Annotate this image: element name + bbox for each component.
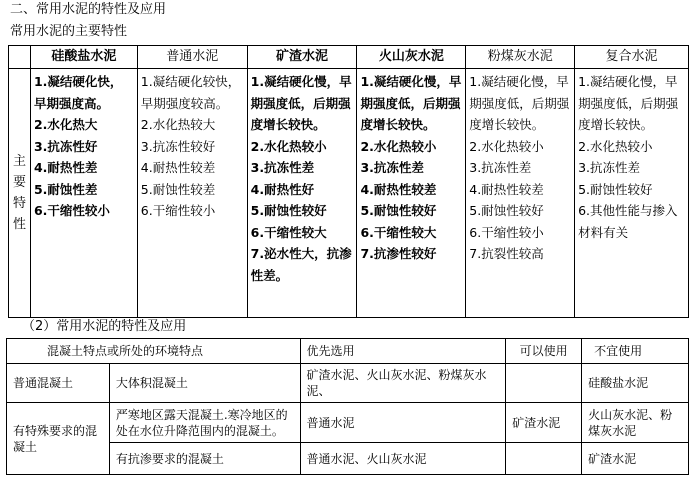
header-preferred: 优先选用	[300, 339, 506, 364]
header-pozzolana: 火山灰水泥	[357, 46, 466, 69]
flyash-properties: 1.凝结硬化慢，早期强度低，后期强度增长较快。 2.水化热较小 3.抗冻性差 4.耐热性较差 5.耐蚀性较好 6.干缩性较小 7.抗裂性较高	[466, 69, 575, 318]
application-heading: （2）常用水泥的特性及应用	[22, 319, 187, 334]
allowed-cold: 矿渣水泥	[506, 403, 582, 443]
header-allowed: 可以使用	[506, 339, 582, 364]
table-row	[7, 364, 689, 403]
header-ordinary: 普通水泥	[137, 46, 247, 69]
table-row	[9, 69, 689, 318]
ordinary-properties: 1.凝结硬化较快，早期强度较高。 2.水化热较大 3.抗冻性较好 4.耐热性较差 5.耐蚀性较差 6.干缩性较小	[137, 69, 247, 318]
condition-cold: 严寒地区露天混凝土.寒冷地区的处在水位升降范围内的混凝土。	[109, 403, 300, 443]
header-slag: 矿渣水泥	[247, 46, 357, 69]
table-header-row	[9, 46, 689, 69]
portland-properties: 1.凝结硬化快，早期强度高。 2.水化热大 3.抗冻性好 4.耐热性差 5.耐蚀性差 6.干缩性较小	[30, 69, 137, 318]
preferred-cold: 普通水泥	[300, 403, 506, 443]
avoid-impermeable: 矿渣水泥	[582, 443, 689, 475]
preferred-mass: 矿渣水泥、火山灰水泥、粉煤灰水泥、	[300, 364, 506, 403]
header-condition: 混凝土特点或所处的环境特点	[7, 339, 301, 364]
table-row	[7, 443, 689, 475]
subsection-heading: 常用水泥的主要特性	[10, 24, 128, 39]
condition-mass: 大体积混凝土	[109, 364, 300, 403]
header-flyash: 粉煤灰水泥	[466, 46, 575, 69]
header-composite: 复合水泥	[575, 46, 689, 69]
header-blank	[9, 46, 31, 69]
table-header-row	[7, 339, 689, 364]
table-row	[7, 403, 689, 443]
allowed-impermeable	[506, 443, 582, 475]
header-avoid: 不宜使用	[582, 339, 689, 364]
cement-properties-table	[8, 45, 689, 318]
cement-application-table	[6, 338, 689, 475]
pozzolana-properties: 1.凝结硬化慢，早期强度低，后期强度增长较快。 2.水化热较小 3.抗冻性差 4.耐热性较差 5.耐蚀性较好 6.干缩性较大 7.抗渗性较好	[357, 69, 466, 318]
slag-properties: 1.凝结硬化慢，早期强度低，后期强度增长较快。 2.水化热较小 3.抗冻性差 4.耐热性好 5.耐蚀性较好 6.干缩性较大 7.泌水性大，抗渗性差。	[247, 69, 357, 318]
condition-impermeable: 有抗渗要求的混凝土	[109, 443, 300, 475]
category-normal: 普通混凝土	[7, 364, 110, 403]
preferred-impermeable: 普通水泥、火山灰水泥	[300, 443, 506, 475]
avoid-mass: 硅酸盐水泥	[582, 364, 689, 403]
allowed-mass	[506, 364, 582, 403]
composite-properties: 1.凝结硬化慢，早期强度低，后期强度增长较快。 2.水化热较小 3.抗冻性差 5.耐蚀性较好 6.其他性能与掺入材料有关	[575, 69, 689, 318]
section-heading: 二、常用水泥的特性及应用	[10, 2, 167, 17]
category-special: 有特殊要求的混凝土	[7, 403, 110, 475]
side-label: 主 要 特 性	[9, 69, 31, 318]
header-portland: 硅酸盐水泥	[30, 46, 137, 69]
avoid-cold: 火山灰水泥、粉煤灰水泥	[582, 403, 689, 443]
